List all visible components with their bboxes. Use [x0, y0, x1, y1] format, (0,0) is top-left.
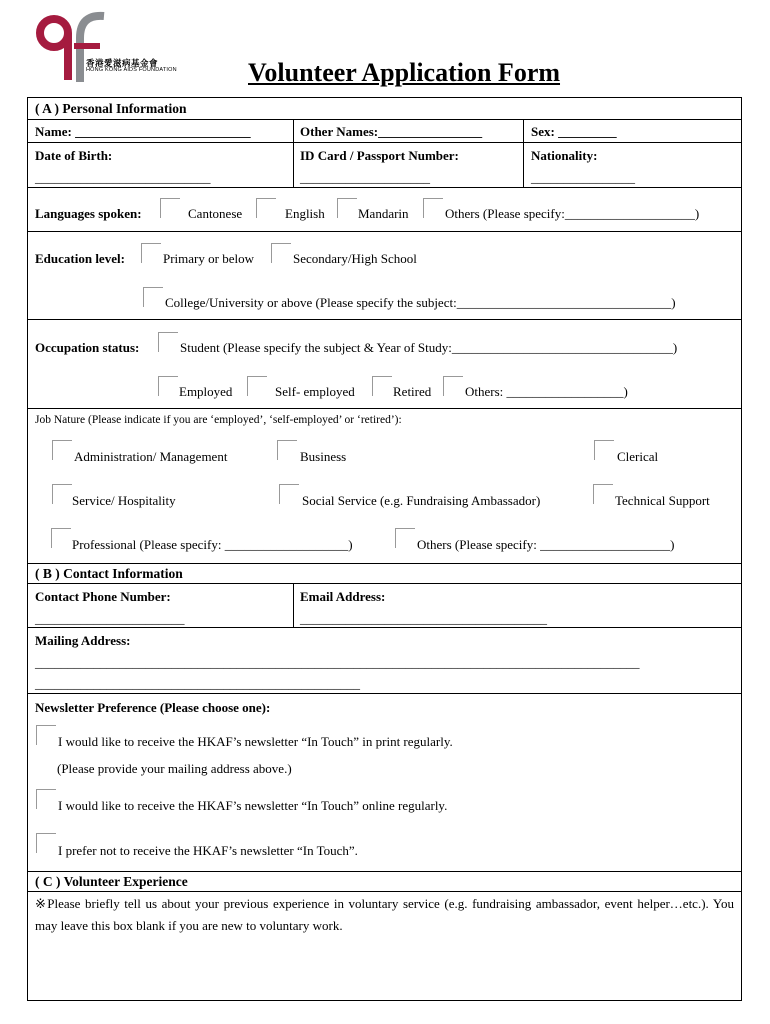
- logo-english-name: HONG KONG AIDS FOUNDATION: [86, 67, 177, 73]
- section-a-header: [28, 98, 741, 119]
- newsletter-print-checkbox[interactable]: [36, 725, 56, 745]
- social-service-label: Social Service (e.g. Fundraising Ambassador): [302, 493, 541, 508]
- admin-label: Administration/ Management: [74, 449, 228, 464]
- languages-label: Languages spoken:: [35, 206, 142, 221]
- other-language-field[interactable]: Others (Please specify:____________________): [445, 206, 700, 221]
- mailing-field-line-1[interactable]: _____________________________________________________________________________________________: [35, 655, 640, 670]
- self-employed-checkbox[interactable]: [247, 376, 267, 396]
- other-language-checkbox[interactable]: [423, 198, 443, 218]
- technical-checkbox[interactable]: [593, 484, 613, 504]
- mandarin-label: Mandarin: [358, 206, 409, 221]
- clerical-label: Clerical: [617, 449, 659, 464]
- student-field[interactable]: Student (Please specify the subject & Year of Study:__________________________________): [180, 340, 678, 355]
- social-service-checkbox[interactable]: [279, 484, 299, 504]
- experience-box[interactable]: [28, 891, 741, 1000]
- section-a-title: ( A ) Personal Information: [35, 101, 187, 116]
- newsletter-online-label: I would like to receive the HKAF’s newsletter “In Touch” online regularly.: [58, 798, 448, 813]
- email-label: Email Address:: [300, 589, 386, 604]
- phone-field[interactable]: _______________________: [35, 611, 185, 626]
- professional-checkbox[interactable]: [51, 528, 71, 548]
- contact-row: [28, 583, 741, 627]
- mandarin-checkbox[interactable]: [337, 198, 357, 218]
- employed-label: Employed: [179, 384, 233, 399]
- other-names-field[interactable]: Other Names:________________: [300, 124, 483, 139]
- admin-checkbox[interactable]: [52, 440, 72, 460]
- dob-label: Date of Birth:: [35, 148, 113, 163]
- professional-field[interactable]: Professional (Please specify: ___________________): [72, 537, 353, 552]
- name-row: [28, 119, 741, 142]
- section-c-title: ( C ) Volunteer Experience: [35, 874, 188, 889]
- email-field[interactable]: ______________________________________: [300, 611, 547, 626]
- mailing-field-line-2[interactable]: __________________________________________________: [35, 676, 360, 691]
- education-row: [28, 231, 741, 319]
- college-checkbox[interactable]: [143, 287, 163, 307]
- section-b-header: [28, 563, 741, 583]
- newsletter-none-checkbox[interactable]: [36, 833, 56, 853]
- service-checkbox[interactable]: [52, 484, 72, 504]
- id-field[interactable]: ____________________: [300, 170, 430, 185]
- phone-label: Contact Phone Number:: [35, 589, 171, 604]
- secondary-label: Secondary/High School: [293, 251, 417, 266]
- section-b-title: ( B ) Contact Information: [35, 566, 183, 581]
- college-field[interactable]: College/University or above (Please specify the subject:_________________________________): [165, 295, 676, 310]
- languages-row: [28, 187, 741, 231]
- nationality-label: Nationality:: [531, 148, 598, 163]
- nationality-field[interactable]: ________________: [531, 170, 635, 185]
- secondary-checkbox[interactable]: [271, 243, 291, 263]
- hkaf-logo-icon: [34, 8, 174, 88]
- dob-row: [28, 142, 741, 187]
- clerical-checkbox[interactable]: [594, 440, 614, 460]
- newsletter-online-checkbox[interactable]: [36, 789, 56, 809]
- student-checkbox[interactable]: [158, 332, 178, 352]
- logo-chinese-name: 香港愛滋病基金會: [86, 59, 159, 69]
- sex-field[interactable]: Sex: _________: [531, 124, 617, 139]
- other-occupation-field[interactable]: Others: __________________): [465, 384, 628, 399]
- self-employed-label: Self- employed: [275, 384, 355, 399]
- job-nature-label: Job Nature (Please indicate if you are ‘employed’, ‘self-employed’ or ‘retired’):: [35, 414, 402, 426]
- education-label: Education level:: [35, 251, 125, 266]
- other-occupation-checkbox[interactable]: [443, 376, 463, 396]
- cantonese-label: Cantonese: [188, 206, 243, 221]
- other-job-checkbox[interactable]: [395, 528, 415, 548]
- service-label: Service/ Hospitality: [72, 493, 176, 508]
- newsletter-row: [28, 693, 741, 871]
- primary-label: Primary or below: [163, 251, 254, 266]
- retired-label: Retired: [393, 384, 432, 399]
- page-title: Volunteer Application Form: [248, 58, 561, 87]
- occupation-label: Occupation status:: [35, 340, 140, 355]
- retired-checkbox[interactable]: [372, 376, 392, 396]
- section-c-header: [28, 871, 741, 891]
- newsletter-print-label: I would like to receive the HKAF’s newsletter “In Touch” in print regularly.: [58, 734, 453, 749]
- cantonese-checkbox[interactable]: [160, 198, 180, 218]
- id-label: ID Card / Passport Number:: [300, 148, 459, 163]
- newsletter-label: Newsletter Preference (Please choose one):: [35, 700, 271, 715]
- business-label: Business: [300, 449, 347, 464]
- other-job-field[interactable]: Others (Please specify: ____________________): [417, 537, 675, 552]
- english-checkbox[interactable]: [256, 198, 276, 218]
- primary-checkbox[interactable]: [141, 243, 161, 263]
- newsletter-none-label: I prefer not to receive the HKAF’s newsletter “In Touch”.: [58, 843, 358, 858]
- dob-field[interactable]: ___________________________: [35, 170, 211, 185]
- technical-label: Technical Support: [615, 493, 710, 508]
- mailing-label: Mailing Address:: [35, 633, 131, 648]
- application-form: [27, 97, 742, 1001]
- occupation-row: [28, 319, 741, 408]
- experience-instructions: ※Please briefly tell us about your previous experience in voluntary service (e.g. fundraising ambassador, event helper…etc.). You may leave this box blank if you are new to voluntary work.: [35, 896, 734, 933]
- employed-checkbox[interactable]: [158, 376, 178, 396]
- english-label: English: [285, 206, 325, 221]
- business-checkbox[interactable]: [277, 440, 297, 460]
- newsletter-print-note: (Please provide your mailing address above.): [57, 761, 292, 776]
- mailing-row: [28, 627, 741, 693]
- name-field[interactable]: Name: ___________________________: [35, 124, 251, 139]
- job-nature-row: [28, 408, 741, 563]
